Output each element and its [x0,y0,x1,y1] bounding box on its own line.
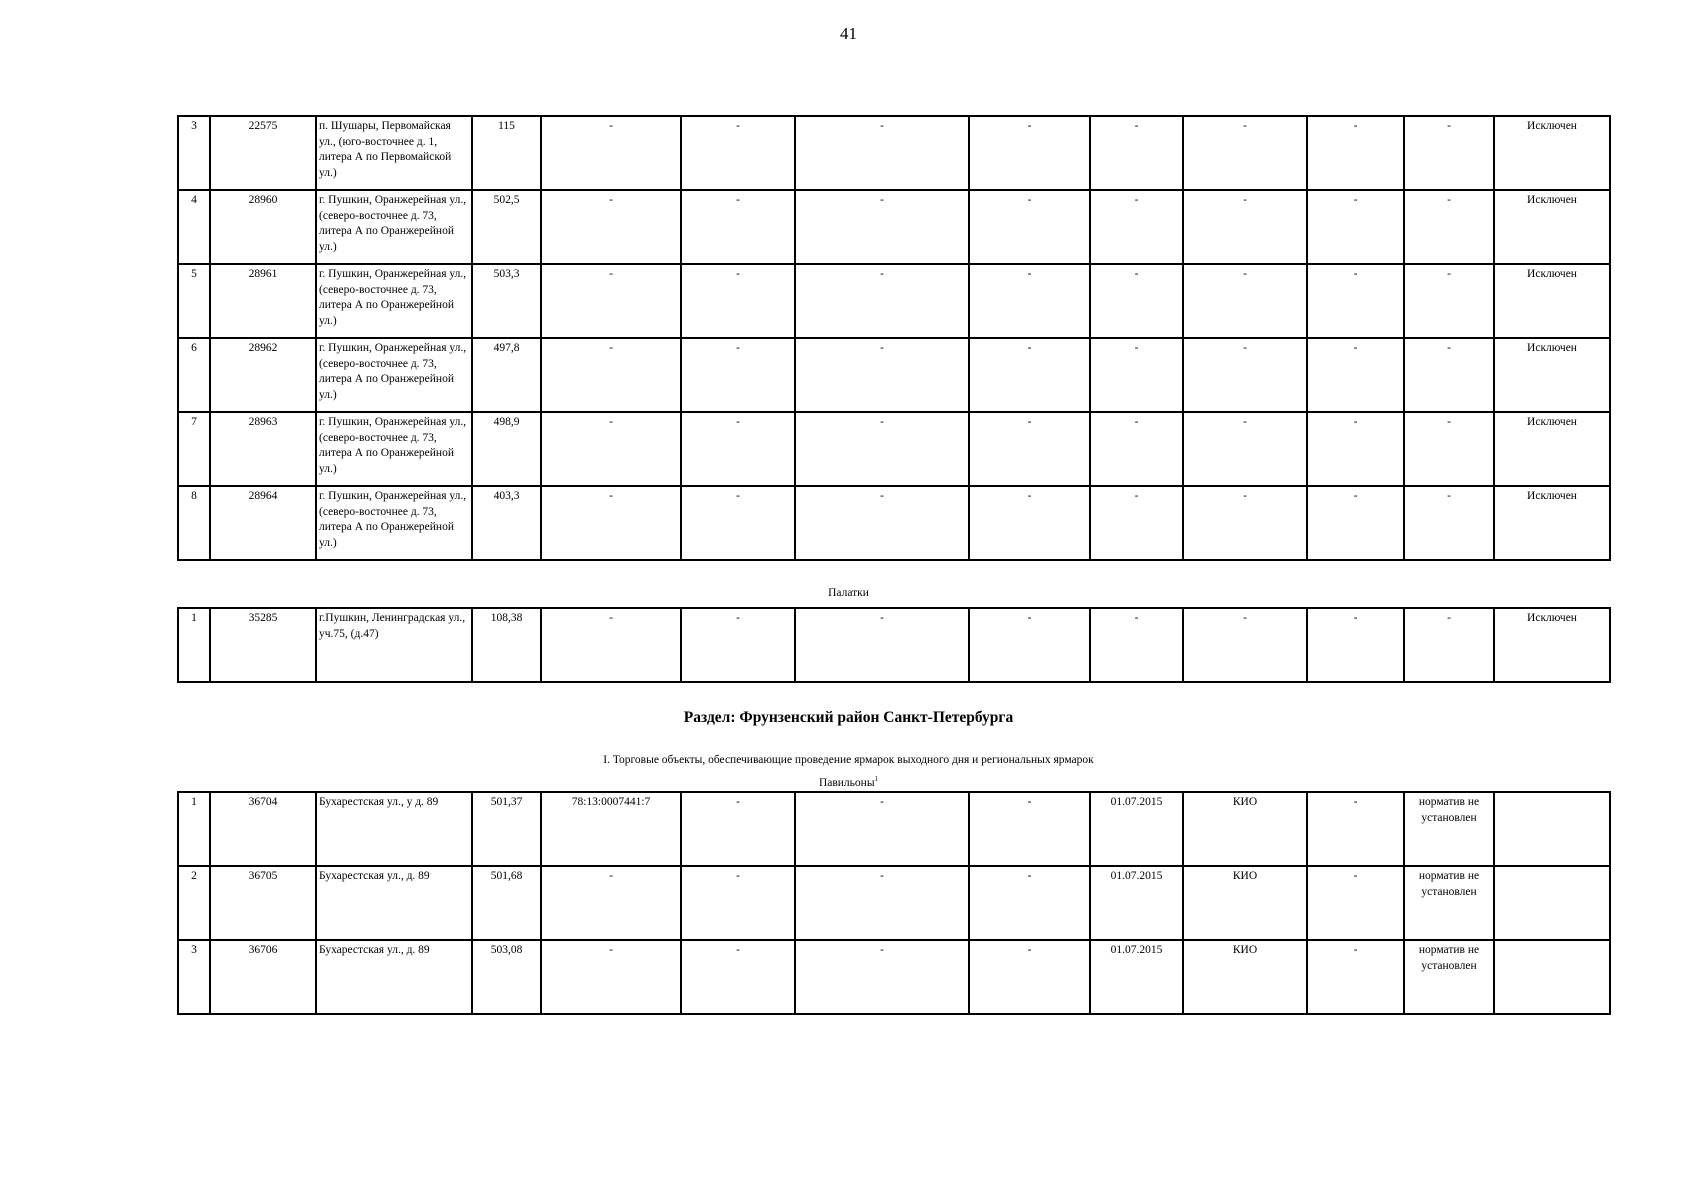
caption-pavilions [0,775,1697,789]
excluded-objects-table [177,115,1611,561]
cell-status: Исключен [1494,190,1610,264]
cell-status [1494,866,1610,940]
section-title: Раздел: Фрунзенский район Санкт-Петербурга [683,709,1014,726]
cell-object-id: 36705 [210,866,316,940]
cell-number: 1 [178,792,210,866]
cell-address: Бухарестская ул., д. 89 [316,940,472,1014]
cell-area: 403,3 [472,486,541,560]
table-row [178,190,1610,264]
cell-col8: - [969,608,1090,682]
cell-address: г. Пушкин, Оранжерейная ул., (северо-восточнее д. 73, литера А по Оранжерейной ул.) [316,412,472,486]
cell-cadastral: - [541,608,681,682]
cell-col7: - [795,412,969,486]
cell-area: 497,8 [472,338,541,412]
cell-col7: - [795,116,969,190]
cell-date: 01.07.2015 [1090,940,1183,1014]
cell-number: 6 [178,338,210,412]
cell-col8: - [969,792,1090,866]
cell-col7: - [795,190,969,264]
cell-col8: - [969,940,1090,1014]
cell-object-id: 36706 [210,940,316,1014]
cell-area: 115 [472,116,541,190]
cell-date: - [1090,608,1183,682]
caption-tents: Палатки [828,587,869,599]
cell-col6: - [681,940,795,1014]
cell-area: 503,3 [472,264,541,338]
cell-date: - [1090,190,1183,264]
cell-area: 501,37 [472,792,541,866]
page-number: 41 [840,24,857,43]
cell-col7: - [795,486,969,560]
cell-cadastral: - [541,116,681,190]
cell-col8: - [969,866,1090,940]
cell-object-id: 28962 [210,338,316,412]
cell-area: 503,08 [472,940,541,1014]
cell-cadastral: 78:13:0007441:7 [541,792,681,866]
cell-norm: норматив не установлен [1404,792,1494,866]
cell-object-id: 36704 [210,792,316,866]
cell-col8: - [969,338,1090,412]
table-row [178,866,1610,940]
cell-col8: - [969,486,1090,560]
cell-date: 01.07.2015 [1090,792,1183,866]
cell-number: 4 [178,190,210,264]
cell-status [1494,940,1610,1014]
cell-col6: - [681,608,795,682]
cell-address: Бухарестская ул., у д. 89 [316,792,472,866]
cell-status: Исключен [1494,486,1610,560]
cell-authority: - [1183,116,1307,190]
cell-authority: - [1183,608,1307,682]
cell-number: 7 [178,412,210,486]
cell-address: г. Пушкин, Оранжерейная ул., (северо-восточнее д. 73, литера А по Оранжерейной ул.) [316,190,472,264]
cell-authority: КИО [1183,792,1307,866]
cell-address: г. Пушкин, Оранжерейная ул., (северо-восточнее д. 73, литера А по Оранжерейной ул.) [316,264,472,338]
cell-norm: - [1404,338,1494,412]
cell-col8: - [969,264,1090,338]
cell-number: 8 [178,486,210,560]
cell-authority: КИО [1183,940,1307,1014]
cell-col8: - [969,116,1090,190]
cell-area: 108,38 [472,608,541,682]
cell-area: 502,5 [472,190,541,264]
cell-col7: - [795,264,969,338]
cell-col11: - [1307,792,1404,866]
cell-col7: - [795,338,969,412]
cell-col8: - [969,412,1090,486]
cell-col11: - [1307,264,1404,338]
table-row [178,792,1610,866]
cell-date: - [1090,486,1183,560]
cell-col11: - [1307,486,1404,560]
cell-authority: КИО [1183,866,1307,940]
cell-col7: - [795,792,969,866]
cell-object-id: 28961 [210,264,316,338]
cell-col6: - [681,338,795,412]
cell-norm: - [1404,190,1494,264]
cell-col7: - [795,608,969,682]
cell-cadastral: - [541,866,681,940]
table-row [178,608,1610,682]
cell-cadastral: - [541,940,681,1014]
cell-object-id: 28963 [210,412,316,486]
cell-col8: - [969,190,1090,264]
cell-norm: норматив не установлен [1404,866,1494,940]
cell-address: г.Пушкин, Ленинградская ул., уч.75, (д.47) [316,608,472,682]
cell-norm: - [1404,608,1494,682]
table-row [178,486,1610,560]
cell-number: 1 [178,608,210,682]
table-row [178,338,1610,412]
cell-object-id: 28964 [210,486,316,560]
cell-norm: - [1404,264,1494,338]
cell-address: п. Шушары, Первомайская ул., (юго-восточнее д. 1, литера А по Первомайской ул.) [316,116,472,190]
cell-authority: - [1183,190,1307,264]
cell-date: - [1090,116,1183,190]
tents-table [177,607,1611,683]
cell-col6: - [681,866,795,940]
cell-status [1494,792,1610,866]
cell-col11: - [1307,338,1404,412]
cell-status: Исключен [1494,116,1610,190]
cell-authority: - [1183,486,1307,560]
cell-norm: норматив не установлен [1404,940,1494,1014]
cell-cadastral: - [541,264,681,338]
cell-col11: - [1307,608,1404,682]
cell-col11: - [1307,190,1404,264]
cell-address: Бухарестская ул., д. 89 [316,866,472,940]
cell-col7: - [795,866,969,940]
cell-status: Исключен [1494,412,1610,486]
cell-col6: - [681,792,795,866]
cell-date: - [1090,338,1183,412]
table-row [178,116,1610,190]
cell-cadastral: - [541,190,681,264]
cell-col11: - [1307,116,1404,190]
cell-status: Исключен [1494,264,1610,338]
cell-col6: - [681,486,795,560]
cell-object-id: 22575 [210,116,316,190]
cell-status: Исключен [1494,338,1610,412]
cell-date: - [1090,412,1183,486]
caption-pavilions-text: Павильоны [818,776,875,789]
cell-date: - [1090,264,1183,338]
table-row [178,412,1610,486]
table-row [178,940,1610,1014]
cell-norm: - [1404,412,1494,486]
cell-area: 501,68 [472,866,541,940]
cell-number: 2 [178,866,210,940]
cell-cadastral: - [541,338,681,412]
cell-authority: - [1183,412,1307,486]
cell-address: г. Пушкин, Оранжерейная ул., (северо-восточнее д. 73, литера А по Оранжерейной ул.) [316,486,472,560]
cell-col11: - [1307,940,1404,1014]
cell-date: 01.07.2015 [1090,866,1183,940]
cell-col6: - [681,412,795,486]
cell-authority: - [1183,338,1307,412]
cell-col6: - [681,190,795,264]
footnote-marker: 1 [874,775,879,783]
cell-col11: - [1307,412,1404,486]
cell-cadastral: - [541,486,681,560]
cell-object-id: 35285 [210,608,316,682]
cell-cadastral: - [541,412,681,486]
cell-status: Исключен [1494,608,1610,682]
cell-col7: - [795,940,969,1014]
cell-number: 5 [178,264,210,338]
cell-norm: - [1404,486,1494,560]
cell-norm: - [1404,116,1494,190]
cell-number: 3 [178,116,210,190]
cell-col6: - [681,264,795,338]
cell-number: 3 [178,940,210,1014]
cell-col6: - [681,116,795,190]
cell-col11: - [1307,866,1404,940]
subsection-title: I. Торговые объекты, обеспечивающие проведение ярмарок выходного дня и региональных ярмарок [603,754,1094,766]
cell-object-id: 28960 [210,190,316,264]
cell-authority: - [1183,264,1307,338]
table-row [178,264,1610,338]
cell-address: г. Пушкин, Оранжерейная ул., (северо-восточнее д. 73, литера А по Оранжерейной ул.) [316,338,472,412]
pavilions-table [177,791,1611,1015]
cell-area: 498,9 [472,412,541,486]
